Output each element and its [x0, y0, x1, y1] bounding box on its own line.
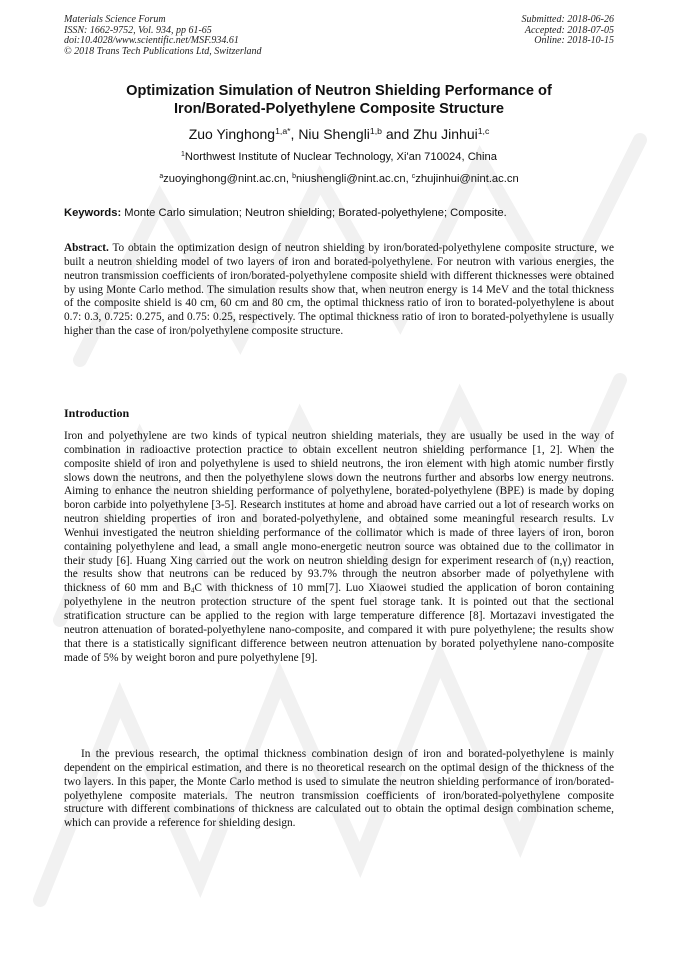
introduction-paragraph-2: In the previous research, the optimal thickness combination design of iron and borated-polyethylene is mainly dependent on the empirical estimation, and there is no theoretical research on the optimal design of the thickness of the two layers. In this paper, the Monte Carlo method is used to simulate the neutron shielding performance of iron/borated-polyethylene composite materials. The neutron transmission coefficients of iron/borated-polyethylene composite structure with different combinations of thickness are calculated out to obtain the optimal design combination scheme, which can provide a reference for shielding design.: [64, 748, 614, 830]
section-heading-introduction: Introduction: [64, 406, 130, 420]
abstract: [64, 242, 614, 339]
email-superscript: a: [159, 173, 164, 181]
author-name: Zhu Jinhui: [413, 126, 478, 142]
title-line-2: Iron/Borated-Polyethylene Composite Structure: [173, 101, 505, 117]
abstract-text: To obtain the optimization design of neutron shielding by iron/borated-polyethylene composite structure, we built a neutron shielding model of two layers of iron and borated-polyethylene. For neutron with various energies, the neutron transmission coefficients of iron/borated-polyethylene composite shield with different thicknesses were obtained by using Monte Carlo method. The simulation results show that, when neutron energy is 14 MeV and the total thickness of the composite shield is 40 cm, 60 cm and 80 cm, the optimal thickness ratio of iron to borated-polyethylene is about 0.7: 0.3, 0.725: 0.275, and 0.75: 0.25, respectively. The optimal thickness ratio of iron to borated-polyethylene is usually higher than the case of iron/polyethylene composite structure.: [64, 242, 614, 338]
submitted-date: Submitted: 2018-06-26: [521, 14, 614, 25]
journal-doi: doi:10.4028/www.scientific.net/MSF.934.61: [64, 35, 239, 47]
author-emails: $^a$zuoyinghong@nint.ac.cn, $^b$niushengli@nint.ac.cn, $^c$zhujinhui@nint.ac.cn: [159, 173, 519, 185]
email-superscript: b: [292, 173, 296, 181]
email-link[interactable]: zhujinhui@nint.ac.cn: [415, 173, 519, 185]
intro-p1-text-b: C with thickness of 10 mm[7]. Luo Xiaowei studied the application of boron containing polyethylene in the neutron protection structure of the spent fuel storage tank. It is pointed out that the sectional stratification structure can be applied to the region with large temperature difference [8]. Mortazavi investigated the neutron attenuation of borated-polyethylene nano-composite, and compared it with pure polyethylene; the results show that there is a statistically significant difference between neutron attenuation by borated polyethylene nano-composite made of 5% by weight boron and pure polyethylene [9].: [64, 582, 614, 664]
email-link[interactable]: zuoyinghong@nint.ac.cn: [163, 173, 286, 185]
keywords-text: Monte Carlo simulation; Neutron shielding; Borated-polyethylene; Composite.: [121, 207, 507, 219]
author-name: Niu Shengli: [298, 126, 370, 142]
author-superscript: 1,a*: [275, 126, 291, 137]
author-separator: and: [381, 126, 414, 142]
journal-name: Materials Science Forum: [64, 14, 166, 25]
affiliation-superscript: 1: [181, 151, 185, 159]
abstract-label: Abstract.: [64, 242, 109, 254]
journal-info: [64, 15, 262, 57]
email-superscript: c: [411, 173, 416, 181]
accepted-date: Accepted: 2018-07-05: [524, 24, 614, 36]
publication-dates: [522, 15, 615, 47]
journal-copyright: © 2018 Trans Tech Publications Ltd, Switzerland: [64, 45, 262, 57]
chemical-subscript: 4: [190, 586, 195, 595]
keywords: [64, 206, 614, 220]
author-list: [64, 125, 614, 143]
author-separator: ,: [290, 126, 299, 142]
author-superscript: 1,b: [369, 126, 382, 137]
author-superscript: 1,c: [477, 126, 490, 137]
author-name: Zuo Yinghong: [188, 126, 276, 142]
journal-issn: ISSN: 1662-9752, Vol. 934, pp 61-65: [64, 24, 212, 36]
online-date: Online: 2018-10-15: [534, 35, 614, 47]
affiliation-text: Northwest Institute of Nuclear Technology, Xi'an 710024, China: [184, 151, 497, 163]
title-line-1: Optimization Simulation of Neutron Shielding Performance of: [126, 83, 552, 99]
introduction-paragraph-1: [64, 430, 614, 665]
keywords-label: Keywords:: [64, 207, 122, 219]
email-link[interactable]: niushengli@nint.ac.cn: [295, 173, 406, 185]
author-affiliation: [64, 150, 614, 164]
paper-title: [64, 82, 614, 118]
intro-p1-text-a: Iron and polyethylene are two kinds of typical neutron shielding materials, they are usually be used in the way of combination in radioactive protection practice to obtain excellent neutron shielding performance [1, 2]. When the composite shield of iron and polyethylene is used to shield neutrons, the iron element with high atomic number firstly slows down the neutrons, and then the polyethylene slows down the neutrons further and absorbs low energy neutrons. Aiming to enhance the neutron shielding performance of polyethylene, borated-polyethylene (BPE) is made by doping boron carbide into polyethylene [3-5]. Research institutes at home and abroad have carried out a lot of research works on neutron shielding properties of iron and borated-polyethylene, and obtained some meaningful research results. Lv Wenhui investigated the neutron shielding performance of the collimator which is made of three layers of iron, boron containing polyethylene and lead, a small angle mono-energetic neutron source was obtained due to the collimator in their study [6]. Huang Xing carried out the work on neutron shielding design for experiment research of (n,γ) reaction, the results show that neutrons can be reduced by 93.7% through the neutron absorber made of polyethylene with thickness of 60 mm and B: [64, 430, 614, 595]
